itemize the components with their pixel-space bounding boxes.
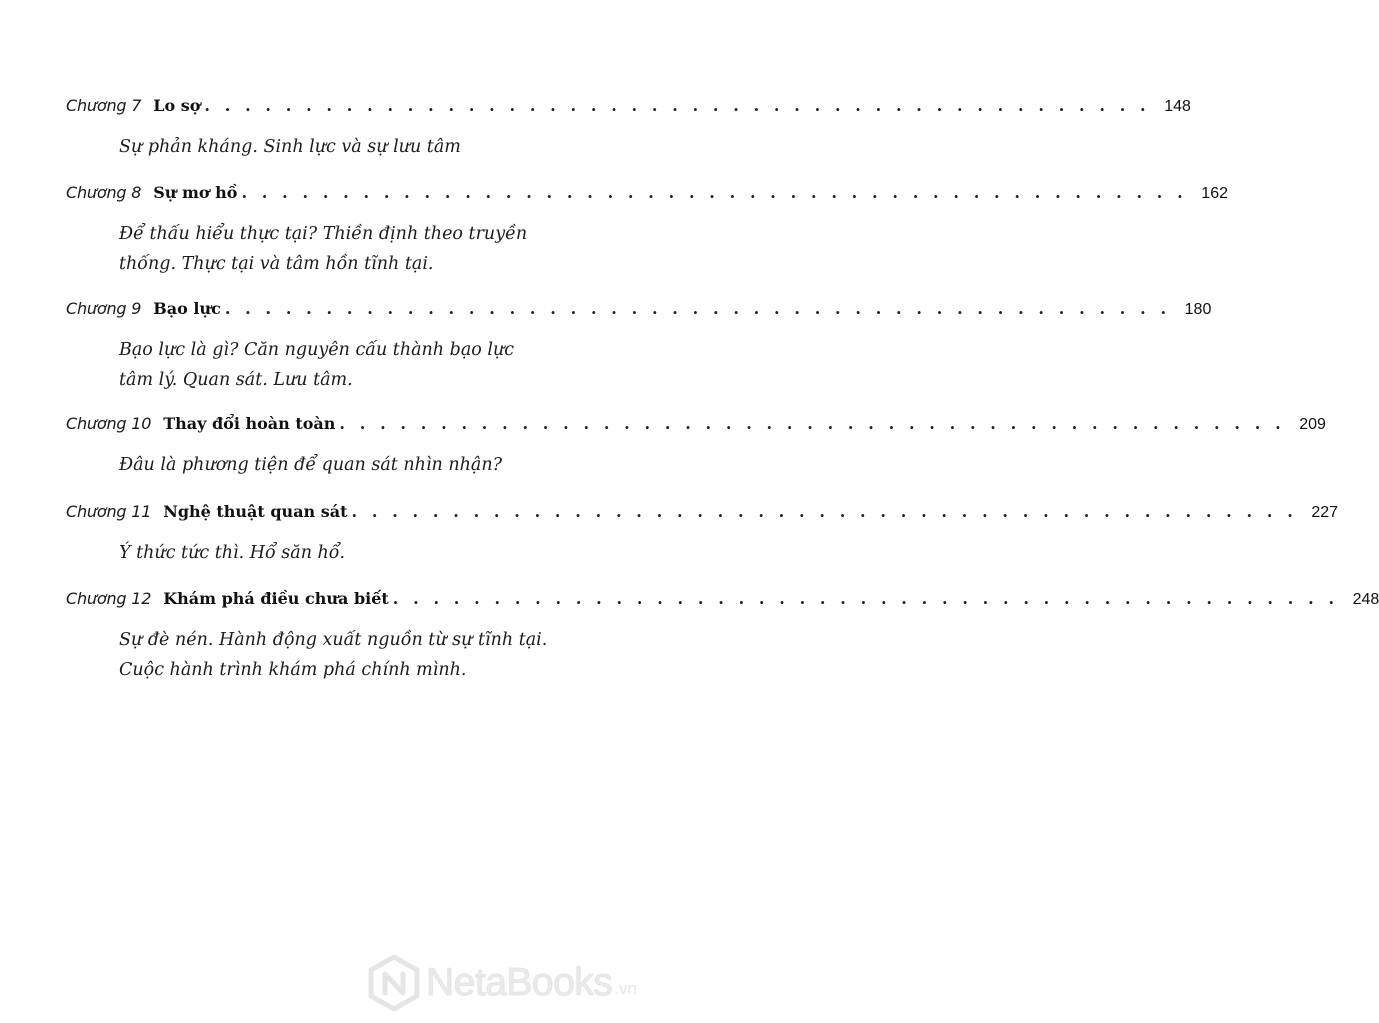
netabooks-watermark <box>366 951 696 1015</box>
dot-leader: . . . . . . . . . . . . . . . . . . . . . . . . . . . . . . . . . . . . . . . . . . . . . . . <box>351 502 1298 521</box>
chapter-summary <box>119 132 579 162</box>
toc-entry-chapter-11[interactable] <box>66 502 1339 568</box>
toc-entry-chapter-7[interactable] <box>66 96 1191 162</box>
dot-leader: . . . . . . . . . . . . . . . . . . . . . . . . . . . . . . . . . . . . . . . . . . . . . . . <box>241 183 1188 202</box>
summary-line: Ý thức tức thì. Hổ săn hổ. <box>119 543 346 563</box>
dot-leader: . . . . . . . . . . . . . . . . . . . . . . . . . . . . . . . . . . . . . . . . . . . . . . . <box>392 589 1339 608</box>
page-number: 148 <box>1164 98 1191 115</box>
chapter-summary <box>119 625 579 685</box>
toc-entry-heading <box>66 96 1191 124</box>
chapter-title: Lo sợ <box>153 96 201 115</box>
chapter-label: Chương 8 <box>66 183 142 202</box>
toc-entry-chapter-9[interactable] <box>66 299 1212 395</box>
chapter-title: Thay đổi hoàn toàn <box>163 414 336 433</box>
chapter-label: Chương 7 <box>66 96 142 115</box>
chapter-title: Khám phá điều chưa biết <box>163 589 389 608</box>
page-number: 209 <box>1299 416 1326 433</box>
chapter-title: Nghệ thuật quan sát <box>163 502 348 521</box>
page-number: 180 <box>1184 301 1212 318</box>
dot-leader: . . . . . . . . . . . . . . . . . . . . . . . . . . . . . . . . . . . . . . . . . . . . . . . <box>224 299 1171 318</box>
chapter-summary <box>119 335 579 395</box>
chapter-summary <box>119 538 579 568</box>
dot-leader: . . . . . . . . . . . . . . . . . . . . . . . . . . . . . . . . . . . . . . . . . . . . . . . <box>339 414 1286 433</box>
summary-line: tâm lý. Quan sát. Lưu tâm. <box>119 370 353 390</box>
summary-line: Cuộc hành trình khám phá chính mình. <box>119 660 467 680</box>
toc-entry-heading <box>66 589 1379 617</box>
chapter-title: Bạo lực <box>153 299 221 318</box>
dot-leader: . . . . . . . . . . . . . . . . . . . . . . . . . . . . . . . . . . . . . . . . . . . . . . . <box>204 96 1151 115</box>
toc-entry-heading <box>66 414 1326 442</box>
chapter-title: Sự mơ hồ <box>153 183 238 202</box>
toc-entry-chapter-12[interactable] <box>66 589 1379 685</box>
chapter-label: Chương 11 <box>66 502 152 521</box>
summary-line: Sự phản kháng. Sinh lực và sự lưu tâm <box>119 137 461 157</box>
page-number: 248 <box>1352 591 1379 608</box>
summary-line: Để thấu hiểu thực tại? Thiền định theo truyền <box>119 224 528 244</box>
toc-entry-chapter-10[interactable] <box>66 414 1326 480</box>
toc-entry-chapter-8[interactable] <box>66 183 1228 279</box>
chapter-label: Chương 12 <box>66 589 152 608</box>
toc-entry-heading <box>66 183 1228 211</box>
summary-line: Sự đè nén. Hành động xuất nguồn từ sự tĩnh tại. <box>119 630 548 650</box>
summary-line: thống. Thực tại và tâm hồn tĩnh tại. <box>119 254 434 274</box>
page-number: 162 <box>1201 185 1228 202</box>
netabooks-logo-icon <box>366 954 422 1012</box>
summary-line: Bạo lực là gì? Căn nguyên cấu thành bạo lực <box>119 340 515 360</box>
summary-line: Đâu là phương tiện để quan sát nhìn nhận? <box>119 455 503 475</box>
page-number: 227 <box>1311 504 1339 521</box>
watermark-brand: NetaBooks <box>426 961 613 1004</box>
chapter-label: Chương 9 <box>66 299 142 318</box>
chapter-summary <box>119 450 579 480</box>
toc-entry-heading <box>66 299 1212 327</box>
toc-entry-heading <box>66 502 1339 530</box>
watermark-suffix: .vn <box>614 979 637 998</box>
chapter-summary <box>119 219 579 279</box>
chapter-label: Chương 10 <box>66 414 152 433</box>
